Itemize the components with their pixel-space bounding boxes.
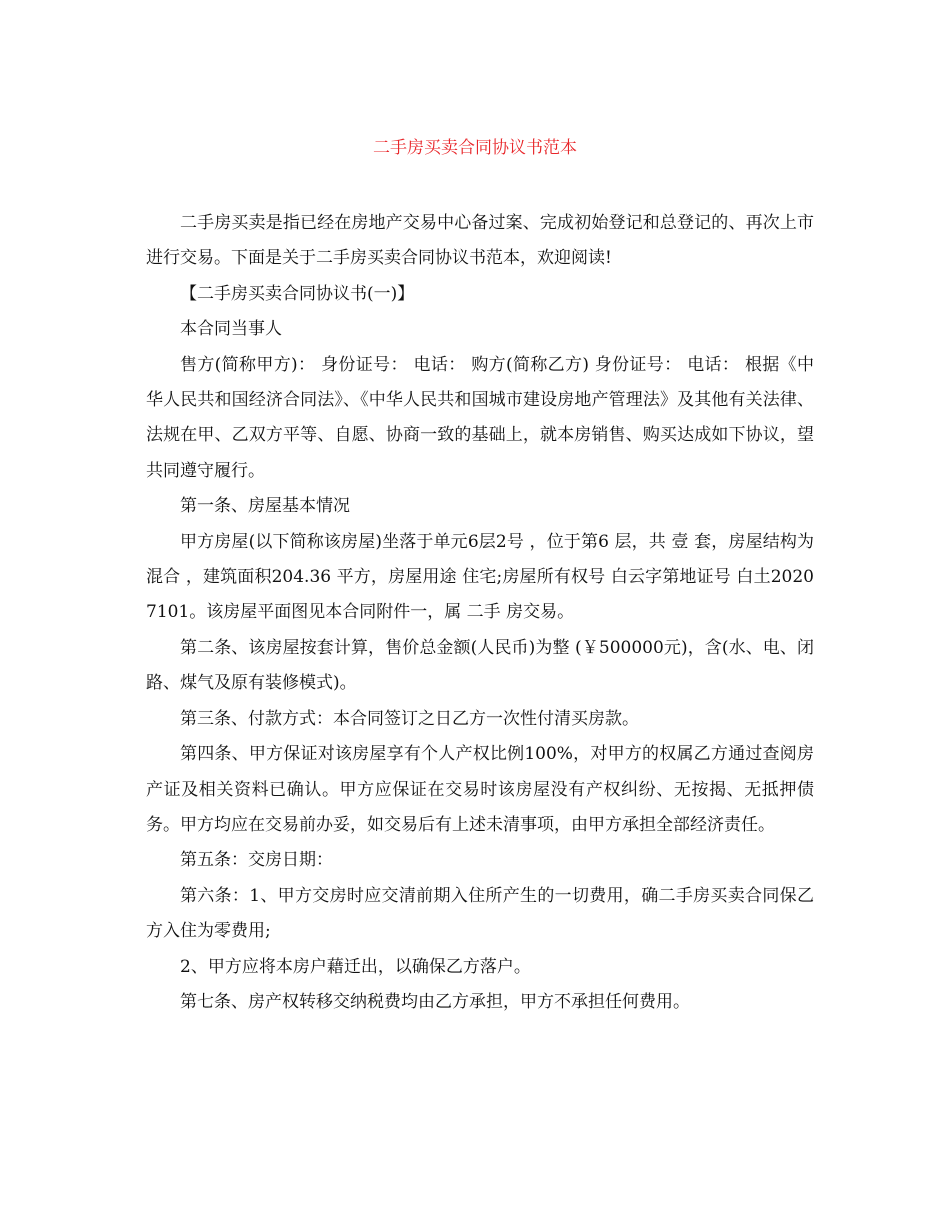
paragraph-parties-heading: 本合同当事人 bbox=[180, 319, 282, 340]
paragraph-article-6-item-1: 第六条：1、甲方交房时应交清前期入住所产生的一切费用，确二手房买卖合同保乙方入住为零费用; bbox=[146, 885, 814, 942]
document-body bbox=[146, 206, 814, 1020]
paragraph-parties: 售方(简称甲方)： 身份证号： 电话： 购方(简称乙方) 身份证号： 电话： 根据《中华人民共和国经济合同法》、《中华人民共和国城市建设房地产管理法》及其他有关法律、法规在甲、乙双方平等、自愿、协商一致的基础上，就本房销售、购买达成如下协议，望共同遵守履行。 bbox=[146, 354, 814, 481]
paragraph-article-2: 第二条、该房屋按套计算，售价总金额(人民币)为整 (￥500000元)，含(水、电、闭路、煤气及原有装修模式)。 bbox=[146, 637, 814, 694]
paragraph-article-1-heading: 第一条、房屋基本情况 bbox=[180, 496, 350, 517]
paragraph-article-1: 甲方房屋(以下简称该房屋)坐落于单元6层2号 ，位于第6 层，共 壹 套，房屋结构为 混合 ，建筑面积204.36 平方，房屋用途 住宅;房屋所有权号 白云字第地证号 白土2020 7101。该房屋平面图见本合同附件一，属 二手 房交易。 bbox=[146, 531, 814, 623]
paragraph-article-4: 第四条、甲方保证对该房屋享有个人产权比例100%，对甲方的权属乙方通过查阅房产证及相关资料已确认。甲方应保证在交易时该房屋没有产权纠纷、无按揭、无抵押债务。甲方均应在交易前办妥，如交易后有上述未清事项，由甲方承担全部经济责任。 bbox=[146, 744, 814, 835]
paragraph-article-5: 第五条：交房日期： bbox=[180, 850, 333, 871]
paragraph-article-6-item-2: 2、甲方应将本房户藉迁出，以确保乙方落户。 bbox=[180, 956, 531, 977]
paragraph-section-heading: 【二手房买卖合同协议书(一)】 bbox=[180, 283, 415, 304]
paragraph-article-3: 第三条、付款方式：本合同签订之日乙方一次性付清买房款。 bbox=[180, 708, 639, 729]
paragraph-article-7: 第七条、房产权转移交纳税费均由乙方承担，甲方不承担任何费用。 bbox=[180, 991, 690, 1012]
document-title: 二手房买卖合同协议书范本 bbox=[373, 138, 577, 158]
paragraph-intro: 二手房买卖是指已经在房地产交易中心备过案、完成初始登记和总登记的、再次上市进行交易。下面是关于二手房买卖合同协议书范本，欢迎阅读! bbox=[146, 213, 814, 269]
